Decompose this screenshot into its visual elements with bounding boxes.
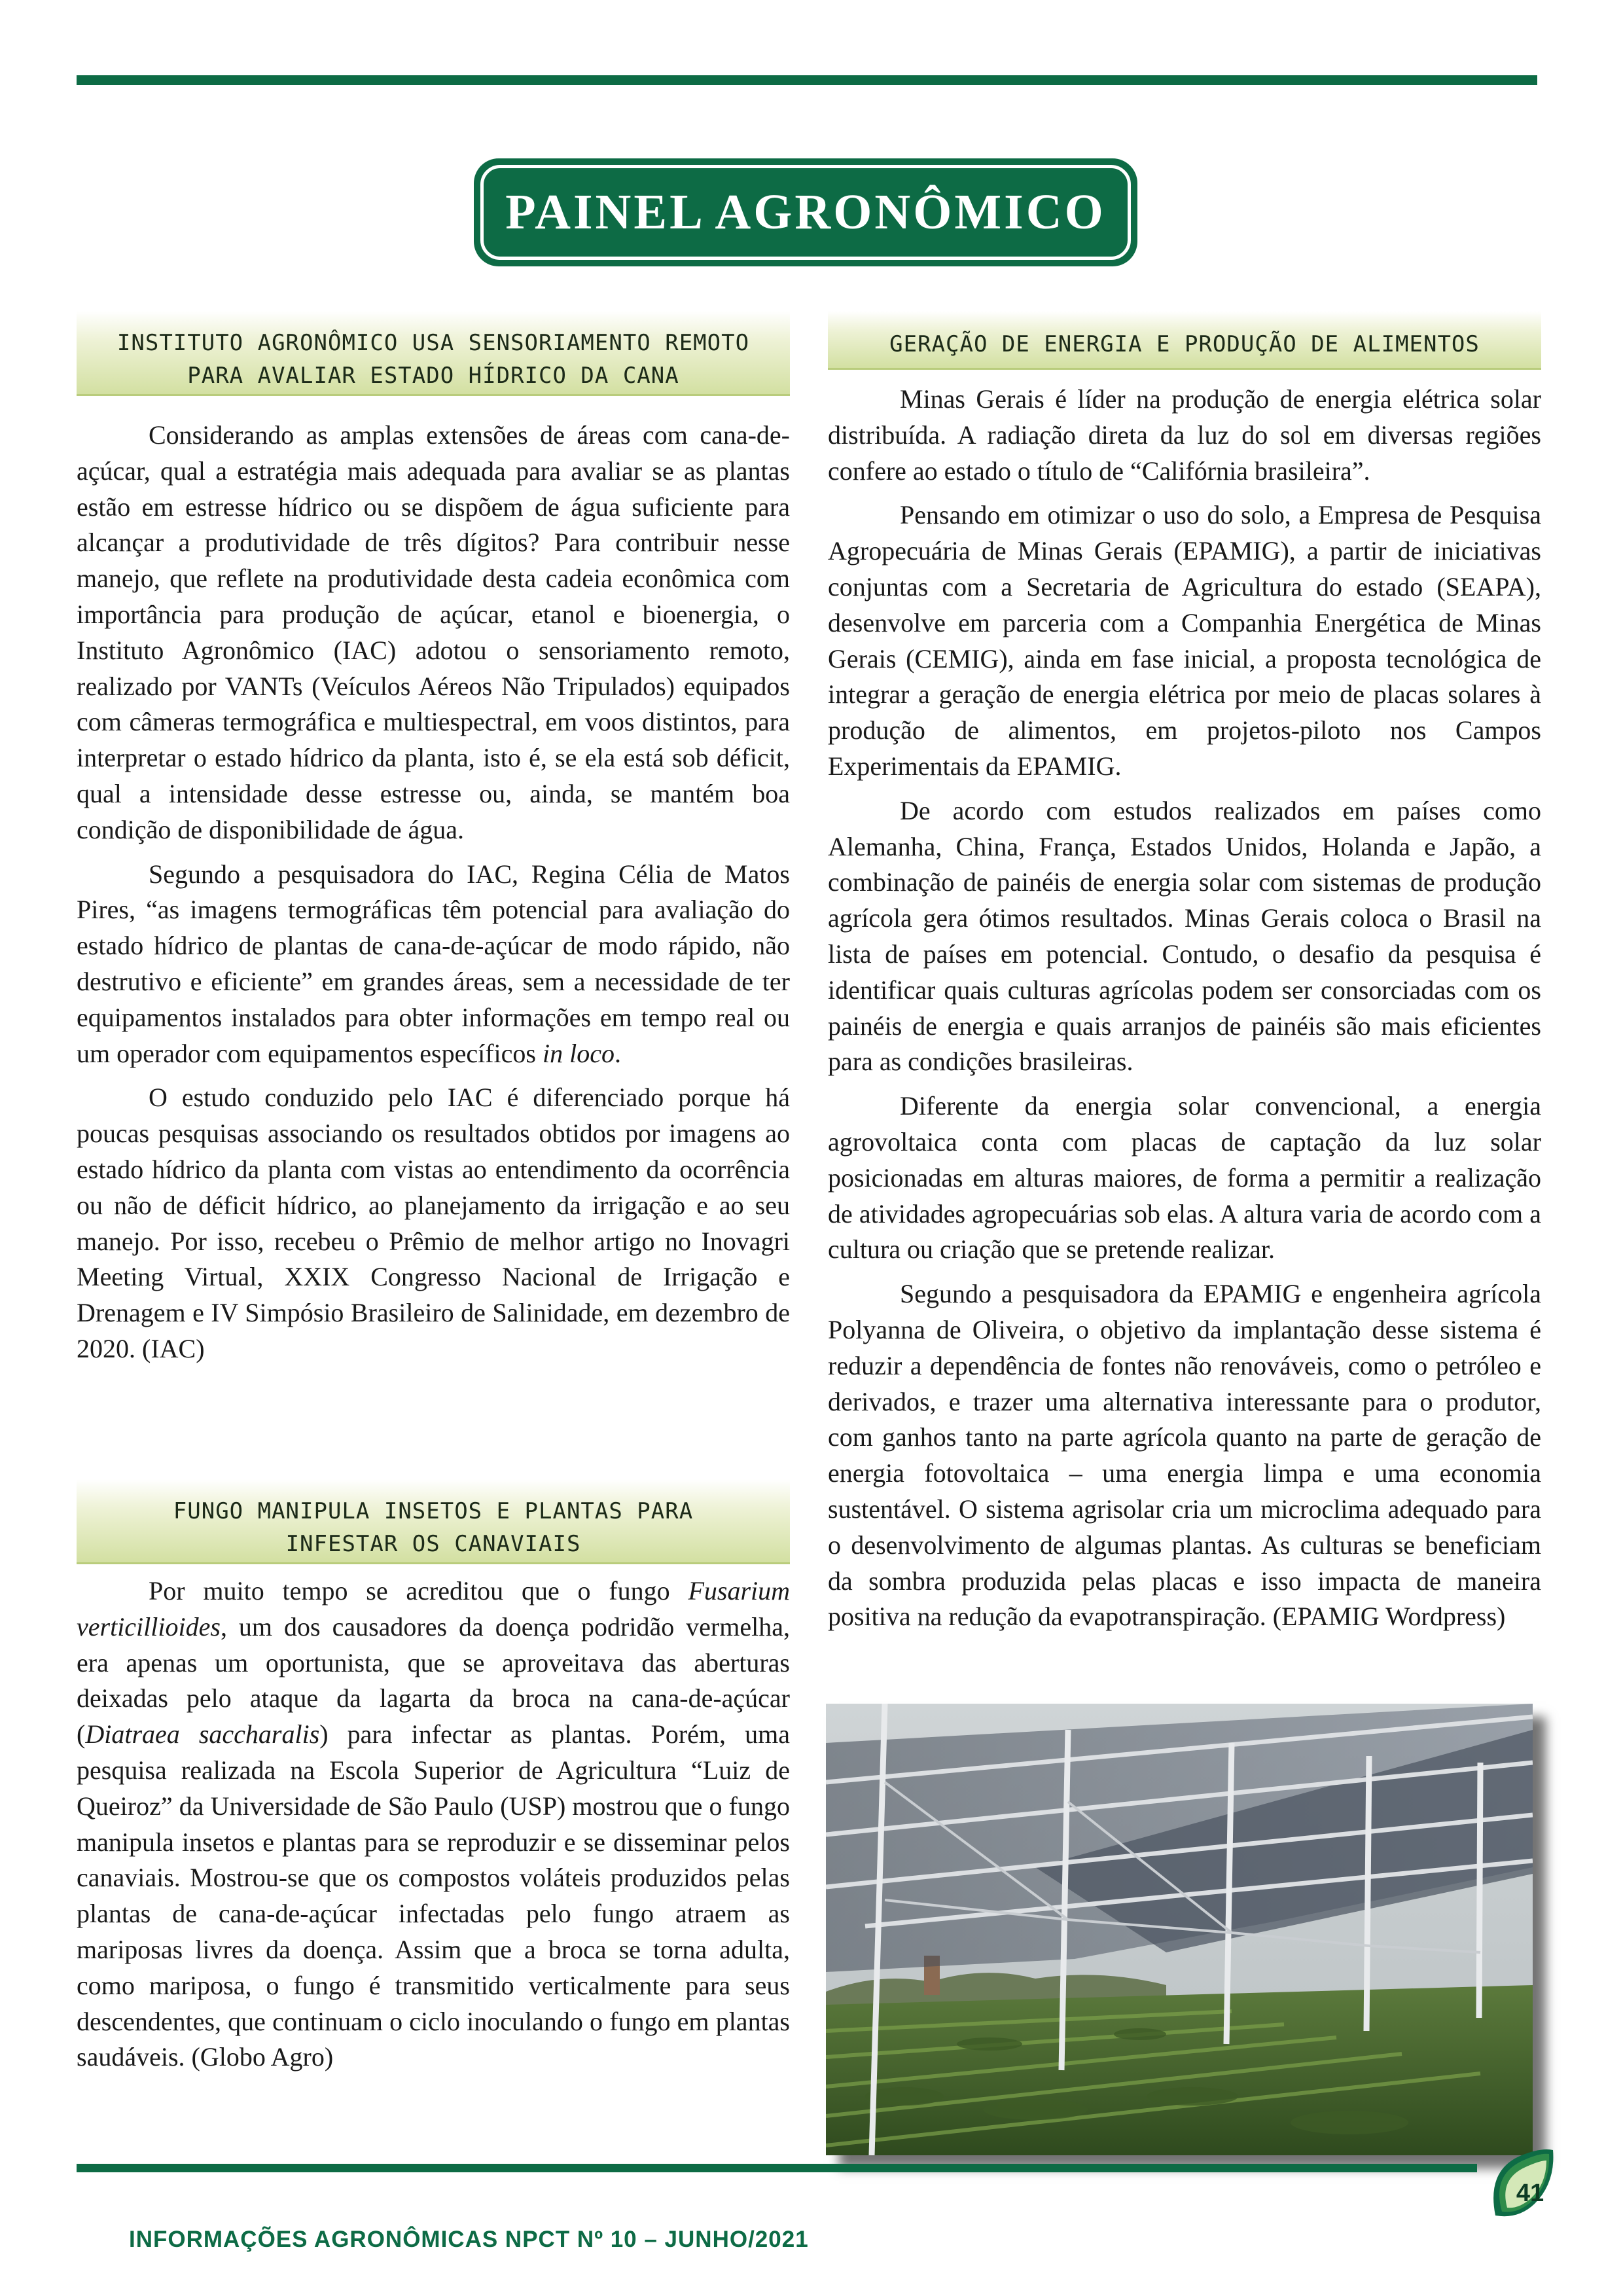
paragraph	[77, 1573, 790, 2075]
paragraph	[77, 857, 790, 1072]
italic-term: Diatraea saccharalis	[85, 1719, 320, 1749]
article-heading-energia	[828, 311, 1541, 370]
footer-publication: INFORMAÇÕES AGRONÔMICAS NPCT Nº 10 – JUNHO/2021	[129, 2227, 809, 2252]
paragraph-text: Segundo a pesquisadora do IAC, Regina Célia de Matos Pires, “as imagens termográficas têm potencial para avaliação do estado hídrico de plantas de cana-de-açúcar de modo rápido, não destrutivo e eficiente” em grandes áreas, sem a necessidade de ter equipamentos instalados para obter informações em tempo real ou um operador com equipamentos específicos	[77, 859, 790, 1068]
paragraph: O estudo conduzido pelo IAC é diferenciado porque há poucas pesquisas associando os resultados obtidos por imagens ao estado hídrico da planta com vistas ao entendimento da ocorrência ou não de déficit hídrico, ao planejamento da irrigação e ao seu manejo. Por isso, recebeu o Prêmio de melhor artigo no Inovagri Meeting Virtual, XXIX Congresso Nacional de Irrigação e Drenagem e IV Simpósio Brasileiro de Salinidade, em dezembro de 2020. (IAC)	[77, 1083, 790, 1363]
heading-line: FUNGO MANIPULA INSETOS E PLANTAS PARA	[173, 1498, 694, 1524]
paragraph: Pensando em otimizar o uso do solo, a Empresa de Pesquisa Agropecuária de Minas Gerais (EPAMIG), a partir de iniciativas conjuntas com a Secretaria de Agricultura do estado (SEAPA), desenvolve em parceria com a Companhia Energética de Minas Gerais (CEMIG), ainda em fase inicial, a proposta tecnológica de integrar a geração de energia elétrica por meio de placas solares à produção de alimentos, em projetos-piloto nos Campos Experimentais da EPAMIG.	[828, 500, 1541, 781]
section-banner-frame	[480, 165, 1131, 260]
italic-term: Fusarium verticillioides	[77, 1576, 791, 1641]
agrivoltaic-photo	[826, 1704, 1533, 2155]
top-rule	[77, 75, 1537, 85]
section-banner	[474, 158, 1137, 266]
paragraph-text: ) para infectar as plantas. Porém, uma pesquisa realizada na Escola Superior de Agricultura “Luiz de Queiroz” da Universidade de São Paulo (USP) mostrou que o fungo manipula insetos e plantas para se reproduzir e se disseminar pelos canaviais. Mostrou-se que os compostos voláteis produzidos pelas plantas de cana-de-açúcar infectadas pelo fungo atraem as mariposas livres da doença. Assim que a broca se torna adulta, como mariposa, o fungo é transmitido verticalmente para seus descendentes, que continuam o ciclo inoculando o fungo em plantas saudáveis. (Globo Agro)	[77, 1719, 790, 2072]
article-body-fungo	[77, 1573, 790, 2075]
heading-line: INFESTAR OS CANAVIAIS	[285, 1531, 581, 1557]
paragraph: Considerando as amplas extensões de áreas com cana-de-açúcar, qual a estratégia mais adequada para avaliar se as plantas estão em estresse hídrico ou se dispõem de água suficiente para alcançar a produtividade de três dígitos? Para contribuir nesse manejo, que reflete na produtividade desta cadeia econômica com importância para produção de açúcar, etanol e bioenergia, o Instituto Agronômico (IAC) adotou o sensoriamento remoto, realizado por VANTs (Veículos Aéreos Não Tripulados) equipados com câmeras termográfica e multiespectral, em voos distintos, para interpretar o estado hídrico da planta, isto é, se ela está sob déficit, qual a intensidade desse estresse ou, ainda, se mantém boa condição de disponibilidade de água.	[77, 420, 790, 844]
italic-term: in loco	[543, 1038, 615, 1068]
article-body-energia	[828, 382, 1541, 1635]
section-banner-title: PAINEL AGRONÔMICO	[505, 185, 1106, 240]
page-number: 41	[1516, 2179, 1544, 2207]
paragraph: Diferente da energia solar convencional, a energia agrovoltaica conta com placas de captação da luz solar posicionadas em alturas maiores, de forma a permitir a realização de atividades agropecuárias sob elas. A altura varia de acordo com a cultura ou criação que se pretende realizar.	[828, 1091, 1541, 1265]
paragraph-text: , um dos causadores da doença podridão vermelha, era apenas um oportunista, que se aproveitava das aberturas deixadas pelo ataque da lagarta da broca na cana-de-açúcar (	[77, 1611, 790, 1749]
article-heading-fungo	[77, 1479, 790, 1564]
article-body-sensoriamento	[77, 418, 790, 1367]
paragraph: De acordo com estudos realizados em países como Alemanha, China, França, Estados Unidos, Holanda e Japão, a combinação de painéis de energia solar com sistemas de produção agrícola gera ótimos resultados. Minas Gerais coloca o Brasil na lista de países em potencial. Contudo, o desafio da pesquisa é identificar quais culturas agrícolas podem ser consorciadas com os painéis de energia e quais arranjos de painéis são mais eficientes para as condições brasileiras.	[828, 795, 1541, 1077]
bottom-rule	[77, 2164, 1477, 2172]
paragraph-text: Por muito tempo se acreditou que o fungo	[149, 1576, 670, 1605]
heading-line: INSTITUTO AGRONÔMICO USA SENSORIAMENTO REMOTO	[116, 330, 750, 356]
paragraph: Minas Gerais é líder na produção de energia elétrica solar distribuída. A radiação direta da luz do sol em diversas regiões confere ao estado o título de “Califórnia brasileira”.	[828, 384, 1541, 486]
paragraph-text: .	[614, 1038, 621, 1068]
paragraph: Segundo a pesquisadora da EPAMIG e engenheira agrícola Polyanna de Oliveira, o objetivo da implantação desse sistema é reduzir a dependência de fontes não renováveis, como o petróleo e derivados, e trazer uma alternativa interessante para o produtor, com ganhos tanto na parte agrícola quanto na parte de geração de energia fotovoltaica – uma energia limpa e uma economia sustentável. O sistema agrisolar cria um microclima adequado para o desenvolvimento de algumas plantas. As culturas se beneficiam da sombra produzida pelas placas e isso impacta de maneira positiva na redução da evapotranspiração. (EPAMIG Wordpress)	[828, 1279, 1541, 1632]
article-heading-sensoriamento	[77, 311, 790, 396]
heading-line: PARA AVALIAR ESTADO HÍDRICO DA CANA	[187, 363, 679, 389]
heading-line: GERAÇÃO DE ENERGIA E PRODUÇÃO DE ALIMENTOS	[889, 331, 1480, 357]
